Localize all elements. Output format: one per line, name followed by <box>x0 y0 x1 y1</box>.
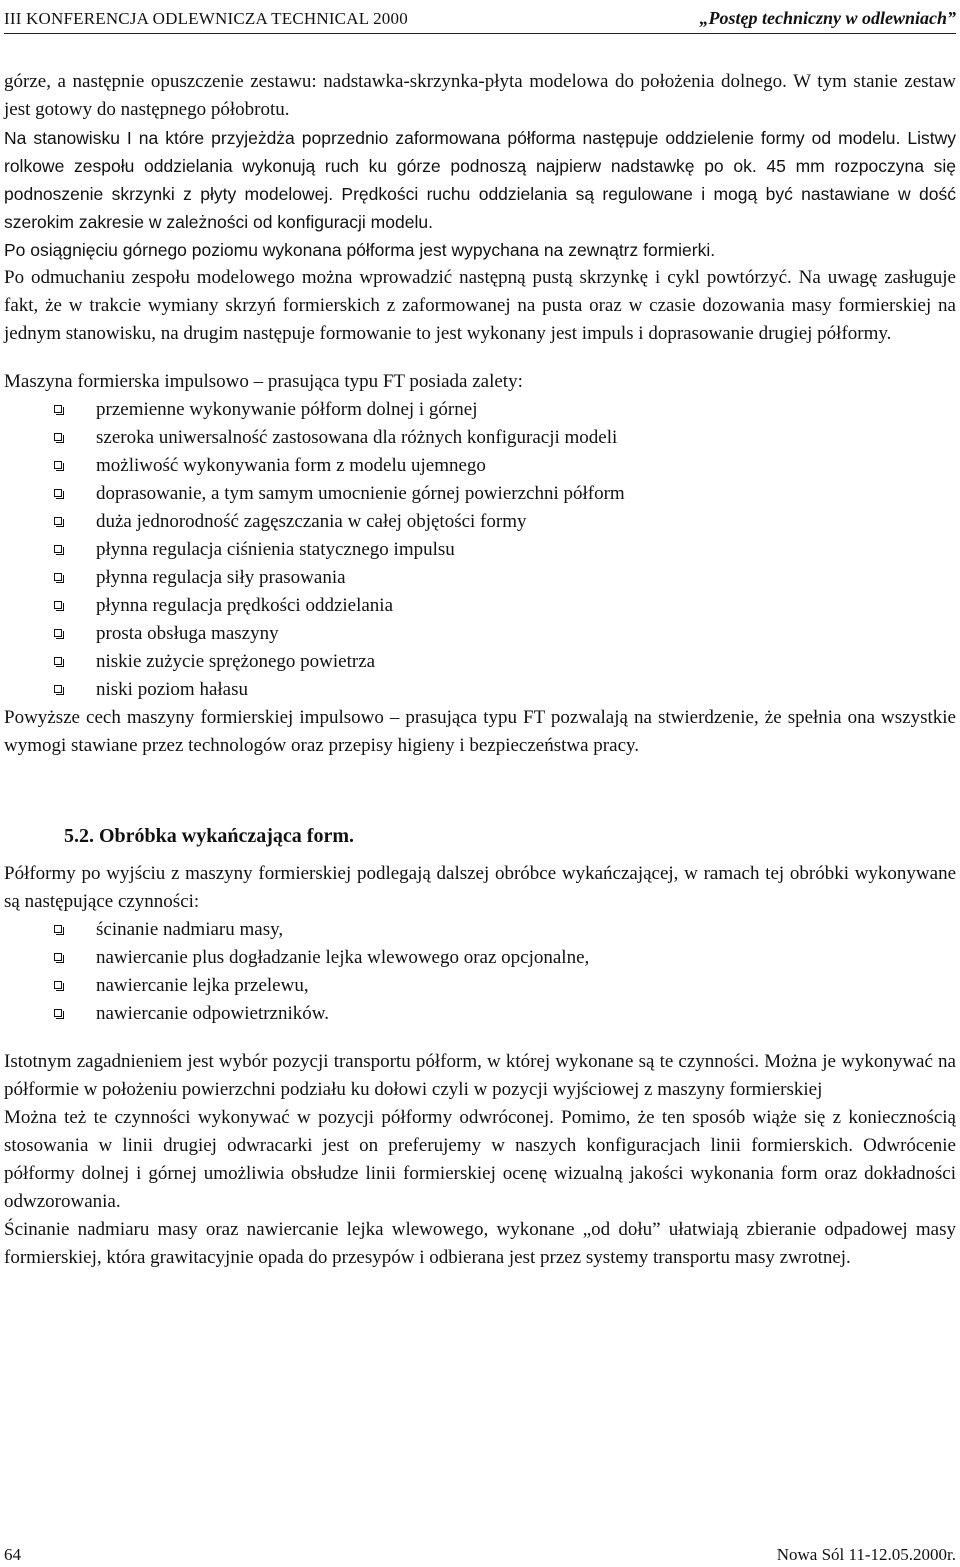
checkbox-bullet-icon <box>54 1009 62 1017</box>
list-item-text: przemienne wykonywanie półform dolnej i górnej <box>96 399 478 420</box>
checkbox-bullet-icon <box>54 573 62 581</box>
page-number: 64 <box>4 1545 21 1564</box>
list-item <box>4 648 956 676</box>
checkbox-bullet-icon <box>54 657 62 665</box>
list-item-text: niski poziom hałasu <box>96 679 248 700</box>
checkbox-bullet-icon <box>54 433 62 441</box>
checkbox-bullet-icon <box>54 461 62 469</box>
list-item <box>4 676 956 704</box>
list-item <box>4 452 956 480</box>
list-item-text: ścinanie nadmiaru masy, <box>96 919 284 940</box>
checkbox-bullet-icon <box>54 601 62 609</box>
conference-title: „Postęp techniczny w odlewniach” <box>699 8 956 28</box>
list-item <box>4 424 956 452</box>
running-header <box>4 0 956 34</box>
list-item <box>4 916 956 944</box>
list-item <box>4 508 956 536</box>
paragraph: Można też te czynności wykonywać w pozycji półformy odwróconej. Pomimo, że ten sposób wiąże się z koniecznością stosowania w linii drugiej odwracarki jest on preferujemy w naszych konfiguracjach linii formierskich. Odwrócenie półformy dolnej i górnej umożliwia obsłudze linii formierskiej ocenę wizualną jakości wykonania form oraz dokładności odwzorowania. <box>4 1107 956 1212</box>
checkbox-bullet-icon <box>54 953 62 961</box>
list-item-text: płynna regulacja ciśnienia statycznego impulsu <box>96 539 455 560</box>
location-date: Nowa Sól 11-12.05.2000r. <box>776 1545 956 1564</box>
operations-list <box>4 916 956 1028</box>
list-item <box>4 1000 956 1028</box>
checkbox-bullet-icon <box>54 489 62 497</box>
paragraph: Po odmuchaniu zespołu modelowego można wprowadzić następną pustą skrzynkę i cykl powtórzyć. Na uwagę zasługuje fakt, że w trakcie wymiany skrzyń formierskich z zaformowanej na pusta oraz w czasie dozowania masy formierskiej na jednym stanowisku, na drugim następuje formowanie to jest wykonany jest impuls i doprasowanie drugiej półformy. <box>4 267 956 344</box>
list-item <box>4 396 956 424</box>
advantages-list <box>4 396 956 704</box>
page-footer <box>4 1545 956 1565</box>
list-item <box>4 944 956 972</box>
list-item <box>4 972 956 1000</box>
section-intro: Półformy po wyjściu z maszyny formierskiej podlegają dalszej obróbce wykańczającej, w ramach tej obróbki wykonywane są następujące czynności: <box>4 863 956 912</box>
list-item-text: nawiercanie plus dogładzanie lejka wlewowego oraz opcjonalne, <box>96 947 590 968</box>
list-item-text: nawiercanie odpowietrzników. <box>96 1003 330 1024</box>
checkbox-bullet-icon <box>54 517 62 525</box>
list-item <box>4 480 956 508</box>
list-item-text: duża jednorodność zagęszczania w całej objętości formy <box>96 511 527 532</box>
checkbox-bullet-icon <box>54 925 62 933</box>
list-item <box>4 620 956 648</box>
advantages-intro: Maszyna formierska impulsowo – prasująca typu FT posiada zalety: <box>4 371 523 392</box>
checkbox-bullet-icon <box>54 685 62 693</box>
list-item-text: prosta obsługa maszyny <box>96 623 279 644</box>
list-item-text: doprasowanie, a tym samym umocnienie górnej powierzchni półform <box>96 483 625 504</box>
list-item-text: płynna regulacja siły prasowania <box>96 567 346 588</box>
conference-name: III KONFERENCJA ODLEWNICZA TECHNICAL 2000 <box>4 9 408 28</box>
paragraph: Ścinanie nadmiaru masy oraz nawiercanie lejka wlewowego, wykonane „od dołu” ułatwiają zbieranie odpadowej masy formierskiej, która grawitacyjnie opada do przesypów i odbierana jest przez systemy transportu masy zwrotnej. <box>4 1219 956 1268</box>
list-item <box>4 564 956 592</box>
checkbox-bullet-icon <box>54 629 62 637</box>
list-item-text: płynna regulacja prędkości oddzielania <box>96 595 394 616</box>
checkbox-bullet-icon <box>54 545 62 553</box>
page-body <box>4 68 956 1272</box>
section-heading: 5.2. Obróbka wykańczająca form. <box>64 825 354 847</box>
list-item-text: możliwość wykonywania form z modelu ujemnego <box>96 455 486 476</box>
paragraph: górze, a następnie opuszczenie zestawu: nadstawka-skrzynka-płyta modelowa do położenia dolnego. W tym stanie zestaw jest gotowy do następnego półobrotu. <box>4 71 956 120</box>
list-item-text: szeroka uniwersalność zastosowana dla różnych konfiguracji modeli <box>96 427 618 448</box>
paragraph: Na stanowisku I na które przyjeżdża poprzednio zaformowana półforma następuje oddzielenie formy od modelu. Listwy rolkowe zespołu oddzielania wykonują ruch ku górze podnoszą najpierw nadstawkę po ok. 45 mm rozpoczyna się podnoszenie skrzynki z płyty modelowej. Prędkości ruchu oddzielania są regulowane i mogą być nastawiane w dość szerokim zakresie w zależności od konfiguracji modelu. <box>4 128 956 232</box>
list-item <box>4 536 956 564</box>
list-item-text: niskie zużycie sprężonego powietrza <box>96 651 376 672</box>
paragraph: Istotnym zagadnieniem jest wybór pozycji transportu półform, w której wykonane są te czynności. Można je wykonywać na półformie w położeniu powierzchni podziału ku dołowi czyli w pozycji wyjściowej z maszyny formierskiej <box>4 1051 956 1100</box>
list-item <box>4 592 956 620</box>
paragraph: Po osiągnięciu górnego poziomu wykonana półforma jest wypychana na zewnątrz formierki. <box>4 240 716 260</box>
advantages-conclusion: Powyższe cech maszyny formierskiej impulsowo – prasująca typu FT pozwalają na stwierdzenie, że spełnia ona wszystkie wymogi stawiane przez technologów oraz przepisy higieny i bezpieczeństwa pracy. <box>4 707 956 756</box>
list-item-text: nawiercanie lejka przelewu, <box>96 975 309 996</box>
checkbox-bullet-icon <box>54 981 62 989</box>
checkbox-bullet-icon <box>54 405 62 413</box>
